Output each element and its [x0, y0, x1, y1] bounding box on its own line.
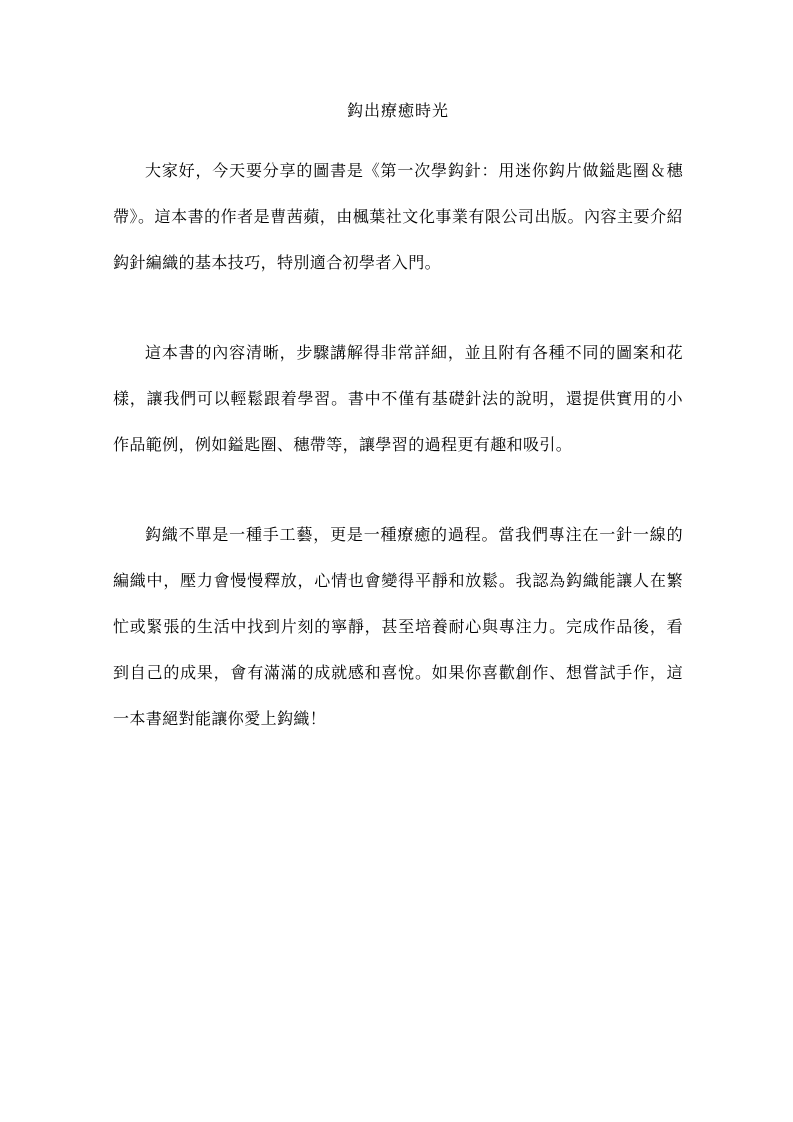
document-body [113, 96, 683, 742]
paragraph-3: 鈎織不單是一種手工藝，更是一種療癒的過程。當我們專注在一針一線的編織中，壓力會慢慢釋放，心情也會變得平靜和放鬆。我認為鈎織能讓人在繁忙或緊張的生活中找到片刻的寧靜，甚至培養耐心與專注力。完成作品後，看到自己的成果，會有滿滿的成就感和喜悅。如果你喜歡創作、想嘗試手作，這一本書絕對能讓你愛上鈎織！ [113, 525, 683, 728]
paragraph-2: 這本書的內容清晰，步驟講解得非常詳細，並且附有各種不同的圖案和花樣，讓我們可以輕鬆跟着學習。書中不僅有基礎針法的說明，還提供實用的小作品範例，例如鎰匙圈、穗帶等，讓學習的過程更有趣和吸引。 [113, 343, 683, 454]
paragraph-1: 大家好，今天要分享的圖書是《第一次學鈎針：用迷你鈎片做鎰匙圈＆穗帶》。這本書的作者是曹茜蘋，由楓葉社文化事業有限公司出版。內容主要介紹鈎針編織的基本技巧，特別適合初學者入門。 [113, 161, 683, 272]
page-title: 鈎出療癒時光 [346, 101, 449, 120]
